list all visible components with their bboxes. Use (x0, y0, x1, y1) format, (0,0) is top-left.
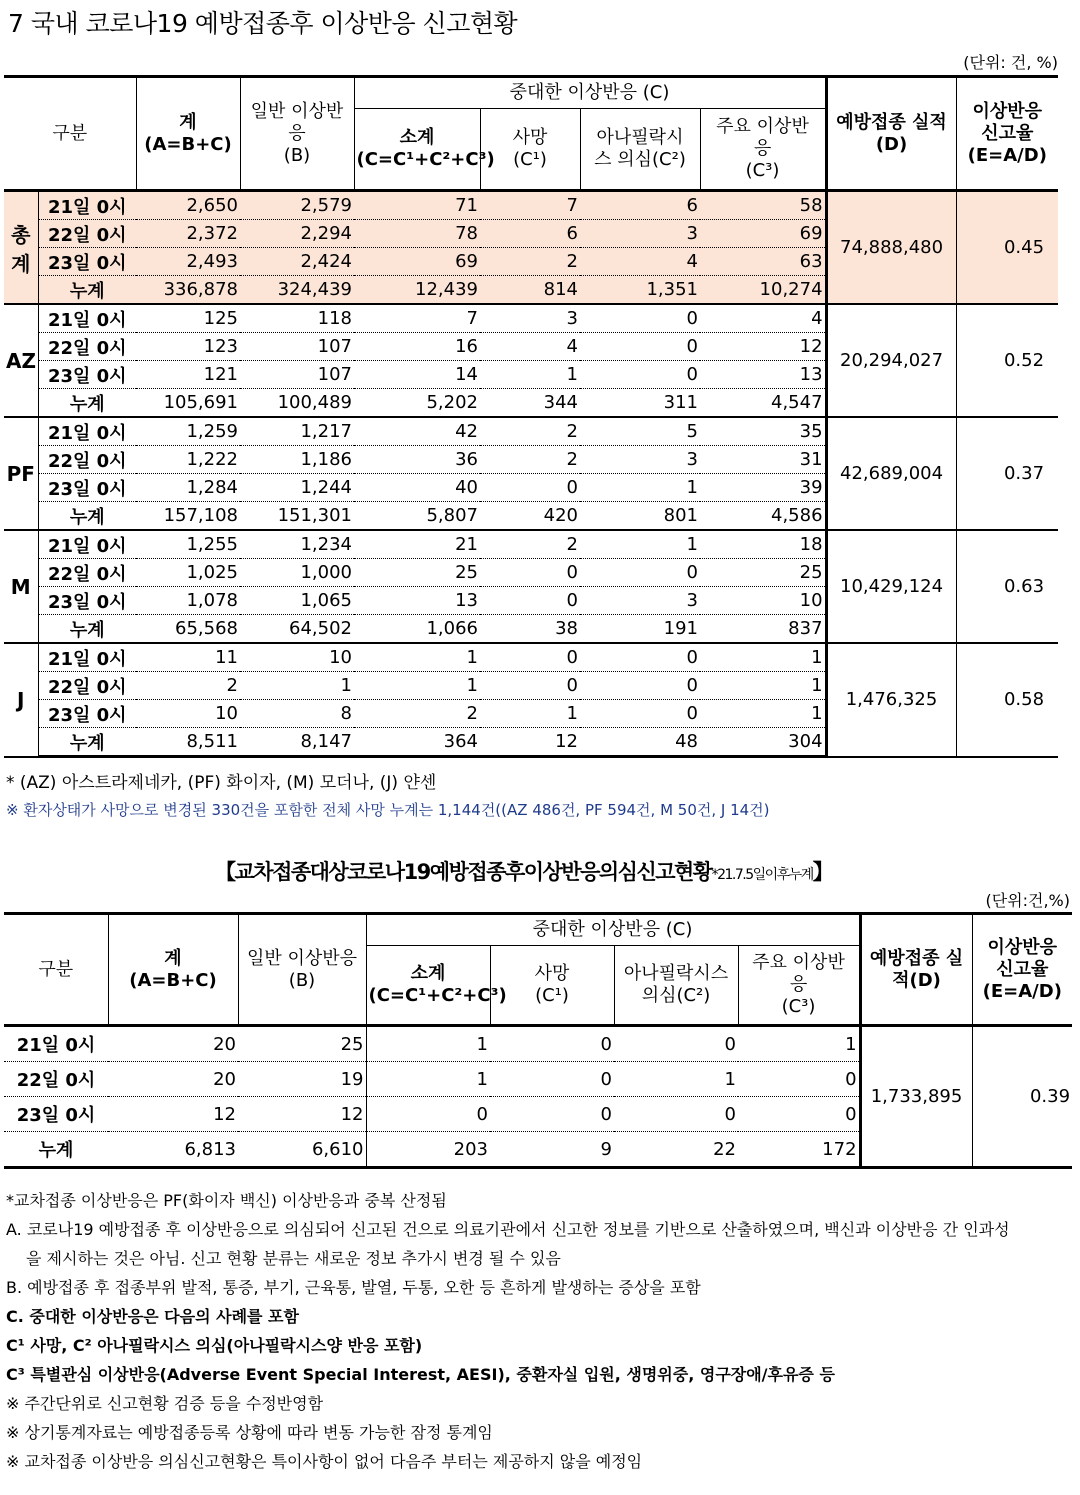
header2-subtotal: 소계 (C=C¹+C²+C³) (366, 946, 490, 1026)
data-cell: 8 (240, 700, 354, 728)
data-cell: 12 (700, 333, 826, 361)
unit-label-2: (단위:건,%) (985, 891, 1070, 910)
report-rate: 0.45 (956, 191, 1058, 305)
header2-serious: 중대한 이상반응 (C) (366, 914, 860, 946)
data-cell: 5,202 (354, 389, 480, 418)
data-cell: 13 (700, 361, 826, 389)
data-cell: 69 (354, 248, 480, 276)
group-label: AZ (4, 304, 38, 417)
adverse-event-table (4, 75, 1058, 758)
row-date: 누계 (38, 389, 136, 418)
data-cell: 78 (354, 220, 480, 248)
header-gubun: 구분 (4, 77, 136, 191)
row-date: 23일 0시 (38, 587, 136, 615)
data-cell: 0 (480, 474, 580, 502)
data-cell: 1,234 (240, 530, 354, 559)
group-label: PF (4, 417, 38, 530)
data-cell: 3 (580, 220, 700, 248)
data-cell: 801 (580, 502, 700, 531)
row-date: 누계 (38, 615, 136, 644)
note-line: A. 코로나19 예방접종 후 이상반응으로 의심되어 신고된 건으로 의료기관에서 신고한 정보를 기반으로 산출하였으며, 백신과 이상반응 간 인과성 (6, 1220, 1010, 1239)
data-cell: 157,108 (136, 502, 240, 531)
data-cell: 814 (480, 276, 580, 305)
footnotes (6, 768, 770, 820)
data-cell: 65,568 (136, 615, 240, 644)
data-cell: 25 (354, 559, 480, 587)
report-rate: 0.39 (972, 1026, 1072, 1168)
cross-title-end: 】 (812, 860, 833, 884)
data-cell: 121 (136, 361, 240, 389)
data-cell: 25 (700, 559, 826, 587)
data-cell: 5,807 (354, 502, 480, 531)
data-cell: 0 (614, 1026, 738, 1062)
data-cell: 0 (480, 587, 580, 615)
page-title: 7 국내 코로나19 예방접종후 이상반응 신고현황 (8, 9, 518, 38)
row-date: 누계 (38, 276, 136, 305)
data-cell: 0 (580, 559, 700, 587)
data-cell: 22 (614, 1132, 738, 1168)
data-cell: 1 (580, 530, 700, 559)
data-cell: 11 (136, 643, 240, 672)
data-cell: 6 (480, 220, 580, 248)
data-cell: 0 (490, 1026, 614, 1062)
row-date: 누계 (4, 1132, 108, 1168)
row-date: 22일 0시 (38, 559, 136, 587)
data-cell: 40 (354, 474, 480, 502)
cross-vaccination-table (4, 912, 1072, 1169)
data-cell: 191 (580, 615, 700, 644)
data-cell: 1,025 (136, 559, 240, 587)
data-cell: 0 (490, 1097, 614, 1132)
data-cell: 9 (490, 1132, 614, 1168)
data-cell: 12,439 (354, 276, 480, 305)
row-date: 21일 0시 (38, 530, 136, 559)
data-cell: 20 (108, 1062, 238, 1097)
data-cell: 1,259 (136, 417, 240, 446)
data-cell: 151,301 (240, 502, 354, 531)
data-cell: 4 (480, 333, 580, 361)
data-cell: 344 (480, 389, 580, 418)
note-line: C³ 특별관심 이상반응(Adverse Event Special Interest, AESI), 중환자실 입원, 생명위중, 영구장애/후유증 등 (6, 1365, 835, 1384)
data-cell: 2 (480, 248, 580, 276)
cross-title-main: 【교차접종대상코로나19예방접종후이상반응의심신고현황 (215, 860, 712, 884)
note-line: *교차접종 이상반응은 PF(화이자 백신) 이상반응과 중복 산정됨 (6, 1191, 447, 1210)
data-cell: 10,274 (700, 276, 826, 305)
data-cell: 0 (580, 643, 700, 672)
data-cell: 123 (136, 333, 240, 361)
data-cell: 118 (240, 304, 354, 333)
row-date: 23일 0시 (38, 361, 136, 389)
data-cell: 364 (354, 728, 480, 757)
data-cell: 36 (354, 446, 480, 474)
data-cell: 1 (240, 672, 354, 700)
cross-title-period: *21.7.5일이후누계 (711, 867, 813, 883)
data-cell: 0 (480, 559, 580, 587)
data-cell: 1 (366, 1062, 490, 1097)
data-cell: 1,255 (136, 530, 240, 559)
note-line: B. 예방접종 후 접종부위 발적, 통증, 부기, 근육통, 발열, 두통, 오한 등 흔하게 발생하는 증상을 포함 (6, 1278, 701, 1297)
header-serious: 중대한 이상반응 (C) (354, 77, 826, 109)
data-cell: 2,650 (136, 191, 240, 220)
data-cell: 0 (580, 700, 700, 728)
data-cell: 3 (580, 587, 700, 615)
row-date: 21일 0시 (4, 1026, 108, 1062)
data-cell: 2 (480, 417, 580, 446)
data-cell: 0 (738, 1097, 860, 1132)
data-cell: 1 (614, 1062, 738, 1097)
data-cell: 2,372 (136, 220, 240, 248)
data-cell: 1,186 (240, 446, 354, 474)
row-date: 23일 0시 (38, 474, 136, 502)
data-cell: 304 (700, 728, 826, 757)
data-cell: 3 (480, 304, 580, 333)
data-cell: 20 (108, 1026, 238, 1062)
table-row (4, 643, 1058, 672)
data-cell: 35 (700, 417, 826, 446)
data-cell: 2 (354, 700, 480, 728)
data-cell: 203 (366, 1132, 490, 1168)
cross-title (215, 856, 832, 886)
data-cell: 4,547 (700, 389, 826, 418)
data-cell: 125 (136, 304, 240, 333)
data-cell: 12 (480, 728, 580, 757)
data-cell: 2 (136, 672, 240, 700)
data-cell: 8,511 (136, 728, 240, 757)
row-date: 21일 0시 (38, 304, 136, 333)
data-cell: 100,489 (240, 389, 354, 418)
header2-death: 사망 (C¹) (490, 946, 614, 1026)
data-cell: 4 (580, 248, 700, 276)
data-cell: 16 (354, 333, 480, 361)
note-line: ※ 교차접종 이상반응 의심신고현황은 특이사항이 없어 다음주 부터는 제공하지 않을 예정임 (6, 1452, 643, 1471)
data-cell: 105,691 (136, 389, 240, 418)
data-cell: 0 (480, 643, 580, 672)
header2-rate: 이상반응 신고율 (E=A/D) (972, 914, 1072, 1026)
data-cell: 2,294 (240, 220, 354, 248)
row-date: 22일 0시 (38, 446, 136, 474)
header2-anaphylaxis: 아나필락시스 의심(C²) (614, 946, 738, 1026)
row-date: 23일 0시 (38, 700, 136, 728)
data-cell: 336,878 (136, 276, 240, 305)
group-label: 총 계 (4, 191, 38, 305)
data-cell: 1,244 (240, 474, 354, 502)
data-cell: 38 (480, 615, 580, 644)
row-date: 23일 0시 (38, 248, 136, 276)
data-cell: 6,610 (238, 1132, 366, 1168)
vaccinated-count: 20,294,027 (826, 304, 956, 417)
row-date: 21일 0시 (38, 643, 136, 672)
data-cell: 64,502 (240, 615, 354, 644)
data-cell: 1 (354, 672, 480, 700)
header-subtotal: 소계 (C=C¹+C²+C³) (354, 109, 480, 191)
data-cell: 1,000 (240, 559, 354, 587)
data-cell: 0 (738, 1062, 860, 1097)
report-rate: 0.52 (956, 304, 1058, 417)
header-vaccinated: 예방접종 실적 (D) (826, 77, 956, 191)
note-line: C¹ 사망, C² 아나필락시스 의심(아나필락시스양 반응 포함) (6, 1336, 423, 1355)
data-cell: 19 (238, 1062, 366, 1097)
data-cell: 311 (580, 389, 700, 418)
data-cell: 1,065 (240, 587, 354, 615)
header-anaphylaxis: 아나필락시 스 의심(C²) (580, 109, 700, 191)
data-cell: 2,493 (136, 248, 240, 276)
data-cell: 1,066 (354, 615, 480, 644)
data-cell: 1,217 (240, 417, 354, 446)
vaccinated-count: 10,429,124 (826, 530, 956, 643)
unit-label: (단위: 건, %) (963, 53, 1058, 72)
data-cell: 4 (700, 304, 826, 333)
data-cell: 172 (738, 1132, 860, 1168)
data-cell: 1 (480, 700, 580, 728)
data-cell: 1 (700, 672, 826, 700)
data-cell: 63 (700, 248, 826, 276)
data-cell: 7 (354, 304, 480, 333)
note-line: 을 제시하는 것은 아님. 신고 현황 분류는 새로운 정보 추가시 변경 될 수 있음 (26, 1249, 561, 1268)
data-cell: 1 (700, 700, 826, 728)
data-cell: 107 (240, 361, 354, 389)
data-cell: 12 (108, 1097, 238, 1132)
data-cell: 1 (738, 1026, 860, 1062)
data-cell: 10 (700, 587, 826, 615)
death-note: ※ 환자상태가 사망으로 변경된 330건을 포함한 전체 사망 누계는 1,144건((AZ 486건, PF 594건, M 50건, J 14건) (6, 801, 770, 819)
data-cell: 14 (354, 361, 480, 389)
data-cell: 837 (700, 615, 826, 644)
row-date: 23일 0시 (4, 1097, 108, 1132)
header-rate: 이상반응 신고율 (E=A/D) (956, 77, 1058, 191)
data-cell: 1 (580, 474, 700, 502)
data-cell: 12 (238, 1097, 366, 1132)
data-cell: 2 (480, 530, 580, 559)
table-row (4, 304, 1058, 333)
row-date: 22일 0시 (38, 220, 136, 248)
table-row (4, 191, 1058, 220)
explanatory-notes (6, 1186, 1072, 1476)
vaccinated-count: 1,476,325 (826, 643, 956, 757)
data-cell: 1,284 (136, 474, 240, 502)
data-cell: 6,813 (108, 1132, 238, 1168)
group-label: J (4, 643, 38, 757)
data-cell: 0 (580, 361, 700, 389)
data-cell: 420 (480, 502, 580, 531)
data-cell: 21 (354, 530, 480, 559)
data-cell: 71 (354, 191, 480, 220)
data-cell: 107 (240, 333, 354, 361)
data-cell: 31 (700, 446, 826, 474)
data-cell: 0 (480, 672, 580, 700)
header2-vaccinated: 예방접종 실 적(D) (860, 914, 972, 1026)
row-date: 21일 0시 (38, 417, 136, 446)
header-total: 계 (A=B+C) (136, 77, 240, 191)
data-cell: 39 (700, 474, 826, 502)
table-row (4, 417, 1058, 446)
data-cell: 10 (240, 643, 354, 672)
header2-major: 주요 이상반 응 (C³) (738, 946, 860, 1026)
data-cell: 18 (700, 530, 826, 559)
data-cell: 1 (700, 643, 826, 672)
data-cell: 1,351 (580, 276, 700, 305)
report-rate: 0.63 (956, 530, 1058, 643)
row-date: 21일 0시 (38, 191, 136, 220)
header-major: 주요 이상반 응 (C³) (700, 109, 826, 191)
data-cell: 48 (580, 728, 700, 757)
group-label: M (4, 530, 38, 643)
header2-general: 일반 이상반응 (B) (238, 914, 366, 1026)
data-cell: 3 (580, 446, 700, 474)
data-cell: 324,439 (240, 276, 354, 305)
header-death: 사망 (C¹) (480, 109, 580, 191)
row-date: 누계 (38, 502, 136, 531)
note-line: ※ 주간단위로 신고현황 검증 등을 수정반영함 (6, 1394, 324, 1413)
header-general: 일반 이상반 응 (B) (240, 77, 354, 191)
data-cell: 1,078 (136, 587, 240, 615)
vaccinated-count: 1,733,895 (860, 1026, 972, 1168)
note-line: C. 중대한 이상반응은 다음의 사례를 포함 (6, 1307, 299, 1326)
data-cell: 2,579 (240, 191, 354, 220)
row-date: 누계 (38, 728, 136, 757)
header2-total: 계 (A=B+C) (108, 914, 238, 1026)
data-cell: 4,586 (700, 502, 826, 531)
data-cell: 0 (580, 672, 700, 700)
data-cell: 69 (700, 220, 826, 248)
data-cell: 0 (490, 1062, 614, 1097)
data-cell: 0 (614, 1097, 738, 1132)
table-row (4, 1026, 1072, 1062)
data-cell: 58 (700, 191, 826, 220)
data-cell: 0 (580, 304, 700, 333)
row-date: 22일 0시 (38, 672, 136, 700)
data-cell: 42 (354, 417, 480, 446)
data-cell: 2,424 (240, 248, 354, 276)
vaccine-abbreviations: * (AZ) 아스트라제네카, (PF) 화이자, (M) 모더나, (J) 얀센 (6, 773, 437, 793)
data-cell: 7 (480, 191, 580, 220)
vaccinated-count: 42,689,004 (826, 417, 956, 530)
data-cell: 5 (580, 417, 700, 446)
data-cell: 25 (238, 1026, 366, 1062)
data-cell: 1 (354, 643, 480, 672)
data-cell: 13 (354, 587, 480, 615)
data-cell: 10 (136, 700, 240, 728)
data-cell: 1 (480, 361, 580, 389)
data-cell: 1,222 (136, 446, 240, 474)
row-date: 22일 0시 (38, 333, 136, 361)
row-date: 22일 0시 (4, 1062, 108, 1097)
vaccinated-count: 74,888,480 (826, 191, 956, 305)
data-cell: 1 (366, 1026, 490, 1062)
data-cell: 6 (580, 191, 700, 220)
table-row (4, 530, 1058, 559)
data-cell: 0 (580, 333, 700, 361)
report-rate: 0.37 (956, 417, 1058, 530)
data-cell: 8,147 (240, 728, 354, 757)
data-cell: 2 (480, 446, 580, 474)
header2-gubun: 구분 (4, 914, 108, 1026)
data-cell: 0 (366, 1097, 490, 1132)
note-line: ※ 상기통계자료는 예방접종등록 상황에 따라 변동 가능한 잠정 통계임 (6, 1423, 493, 1442)
report-rate: 0.58 (956, 643, 1058, 757)
